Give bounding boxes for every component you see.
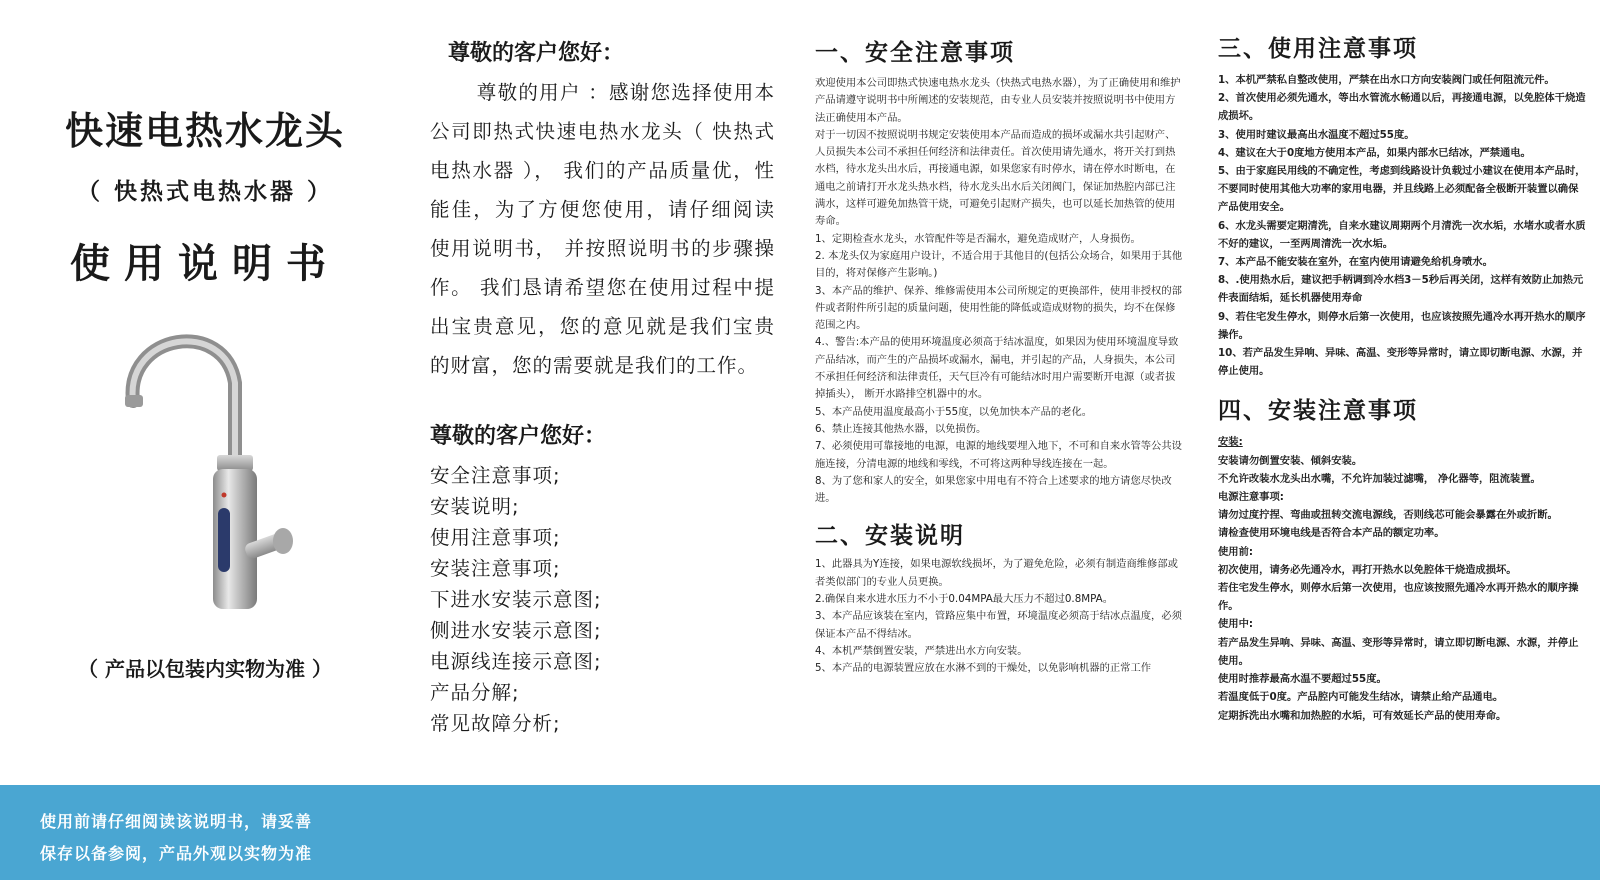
safety-paragraph: 1、定期检查水龙头，水管配件等是否漏水，避免造成财产，人身损伤。 [815, 232, 1141, 245]
greeting-heading: 尊敬的客户您好： [448, 41, 625, 66]
usage-title: 三、使用注意事项 [1218, 36, 1418, 62]
usage-paragraph: 10、若产品发生异响、异味、高温、变形等异常时，请立即切断电源、水源，并停止使用。 [1218, 347, 1583, 378]
usage-paragraph: 7、本产品不能安装在室外，在室内使用请避免给机身喷水。 [1218, 256, 1493, 269]
contents-item: 常见故障分析; [430, 712, 561, 735]
manual-title: 使用说明书 [70, 241, 340, 287]
install-notes-title: 四、安装注意事项 [1218, 398, 1418, 425]
footer-banner [0, 785, 1600, 880]
contents-item: 安装注意事项; [430, 557, 561, 580]
install-notes-text [1218, 433, 1586, 724]
install-notes-item: 不允许改装水龙头出水嘴，不允许加装过滤嘴， 净化器等，阻流装置。 [1218, 472, 1541, 485]
intro-paragraph: 尊敬的用户 ：感谢您选择使用本公司即热式快速电热水龙头（ 快热式电热水器 ）， 我们的产品质量优，性能佳，为了方便您使用，请仔细阅读使用说明书， 并按照说明书的步骤操作。 我们恳请希望您在使用过程中提出宝贵意见，您的意见就是我们宝贵的财富，您的需要就是我们的工作。 [430, 81, 775, 377]
welcome-column [430, 0, 775, 739]
install-notes-header: 电源注意事项: [1218, 491, 1284, 504]
installation-title: 二、安装说明 [815, 523, 965, 550]
installation-paragraph: 1、此器具为Y连接，如果电源软线损坏，为了避免危险，必须有制造商维修部或者类似部门的专业人员更换。 [815, 558, 1178, 588]
installation-text [815, 556, 1185, 677]
contents-item: 产品分解; [430, 681, 520, 704]
usage-paragraph: 6、水龙头需要定期清洗，自来水建议周期两个月清洗一次水垢，水堵水或者水质不好的建议，一至两周清洗一次水垢。 [1218, 219, 1586, 250]
install-notes-item: 请勿过度拧捏、弯曲或扭转交流电源线，否则线芯可能会暴露在外或折断。 [1218, 509, 1558, 522]
safety-paragraph: 2. 本龙头仅为家庭用户设计，不适合用于其他目的(包括公众场合，如果用于其他目的，将对保修产生影响。) [815, 249, 1183, 280]
contents-list [430, 460, 775, 739]
safety-paragraph: 对于一切因不按照说明书规定安装使用本产品而造成的损坏或漏水共引起财产、人员损失本公司不承担任何经济和法律责任。首次使用请先通水，将开关打到热水档，待水龙头出水后，再接通电源，如果您家有时停水，请在停水时断电，在通电之前请打开水龙头热水档，待水龙头出水后关闭阀门，保证加热腔内部已注满水，这样可避免加热管干烧，可避免引起财产损失，也可以延长加热管的使用寿命。 [815, 128, 1176, 228]
usage-paragraph: 4、建议在大于0度地方使用本产品，如果内部水已结冰，严禁通电。 [1218, 146, 1531, 159]
install-notes-header: 使用前: [1218, 545, 1254, 558]
safety-paragraph: 8、为了您和家人的安全，如果您家中用电有不符合上述要求的地方请您尽快改进。 [815, 474, 1172, 505]
install-notes-item: 若住宅发生停水，则停水后第一次使用，也应该按照先通冷水再开热水的顺序操作。 [1218, 582, 1579, 613]
usage-text [1218, 71, 1586, 380]
usage-paragraph: 5、由于家庭民用线的不确定性，考虑到线路设计负载过小建议在使用本产品时，不要同时使用其他大功率的家用电器，并且线路上必须配备全极断开装置以确保产品使用安全。 [1218, 165, 1586, 214]
install-notes-item: 若产品发生异响、异味、高温、变形等异常时，请立即切断电源、水源，并停止使用。 [1218, 636, 1579, 667]
usage-paragraph: 3、使用时建议最高出水温度不超过55度。 [1218, 128, 1415, 141]
safety-paragraph: 5、本产品使用温度最高小于55度，以免加快本产品的老化。 [815, 405, 1093, 418]
product-title: 快速电热水龙头 [64, 109, 345, 153]
install-notes-item: 安装请勿倒置安装、倾斜安装。 [1218, 454, 1363, 467]
usage-column [1218, 0, 1586, 725]
safety-text [815, 75, 1185, 507]
installation-paragraph: 3、本产品应该装在室内，管路应集中布置，环境温度必须高于结冰点温度，必须保证本产品不得结冰。 [815, 610, 1182, 640]
install-notes-header: 使用中: [1218, 618, 1254, 631]
install-notes-item: 若温度低于0度。产品腔内可能发生结冰，请禁止给产品通电。 [1218, 691, 1504, 704]
install-notes-item: 定期拆洗出水嘴和加热腔的水垢，可有效延长产品的使用寿命。 [1218, 709, 1507, 722]
installation-paragraph: 2.确保自来水进水压力不小于0.04MPA最大压力不超过0.8MPA。 [815, 593, 1114, 606]
contents-item: 侧进水安装示意图; [430, 619, 602, 642]
contents-item: 下进水安装示意图; [430, 588, 602, 611]
install-notes-item: 使用时推荐最高水温不要超过55度。 [1218, 673, 1387, 686]
greeting-heading-2: 尊敬的客户您好： [430, 424, 607, 449]
faucet-image [105, 323, 305, 613]
contents-item: 使用注意事项; [430, 526, 561, 549]
contents-item: 安全注意事项; [430, 464, 561, 487]
safety-column [815, 0, 1185, 678]
safety-paragraph: 3、本产品的维护、保养、维修需使用本公司所规定的更换部件，使用非授权的部件或者附件所引起的质量问题，使用性能的降低或造成财物的损失，均不在保修范围之内。 [815, 284, 1182, 332]
footer-line-2: 保存以备参阅，产品外观以实物为准 [40, 844, 313, 863]
cover-column [40, 0, 370, 682]
install-notes-header: 安装: [1218, 436, 1243, 449]
usage-paragraph: 9、若住宅发生停水，则停水后第一次使用，也应该按照先通冷水再开热水的顺序操作。 [1218, 310, 1586, 341]
safety-paragraph: 4.、警告:本产品的使用环境温度必须高于结冰温度，如果因为使用环境温度导致产品结冰，而产生的产品损坏或漏水，漏电，并引起的产品，人身损失，本公司不承担任何经济和法律责任，天气巨冷有可能结冰时用户需要断开电源（或者拔掉插头）， 断开水路排空机器中的水。 [815, 336, 1179, 401]
product-subtitle: （ 快热式电热水器 ） [76, 179, 333, 205]
safety-paragraph: 7、必须使用可靠接地的电源，电源的地线要埋入地下，不可和自来水管等公共设施连接，分清电源的地线和零线，不可将这两种导线连接在一起。 [815, 440, 1182, 470]
safety-title: 一、安全注意事项 [815, 40, 1015, 66]
product-note: （ 产品以包装内实物为准 ） [78, 657, 332, 681]
contents-item: 电源线连接示意图; [430, 650, 602, 673]
contents-item: 安装说明; [430, 495, 520, 518]
usage-paragraph: 1、本机严禁私自整改使用，严禁在出水口方向安装阀门或任何阻流元件。 [1218, 74, 1555, 86]
install-notes-item: 请检查使用环境电线是否符合本产品的额定功率。 [1218, 527, 1445, 540]
footer-line-1: 使用前请仔细阅读该说明书，请妥善 [40, 812, 313, 831]
installation-paragraph: 4、本机严禁倒置安装，严禁进出水方向安装。 [815, 644, 1028, 657]
safety-paragraph: 6、禁止连接其他热水器，以免损伤。 [815, 422, 987, 435]
usage-paragraph: 2、首次使用必须先通水，等出水管流水畅通以后，再接通电源，以免腔体干烧造成损坏。 [1218, 92, 1586, 123]
installation-paragraph: 5、本产品的电源装置应放在水淋不到的干燥处，以免影响机器的正常工作 [815, 662, 1152, 675]
install-notes-item: 初次使用，请务必先通冷水，再打开热水以免腔体干烧造成损坏。 [1218, 563, 1517, 576]
usage-paragraph: 8、.使用热水后，建议把手柄调到冷水档3－5秒后再关闭，这样有效防止加热元件表面结垢，延长机器使用寿命 [1218, 274, 1584, 305]
safety-paragraph: 欢迎使用本公司即热式快速电热水龙头（快热式电热水器），为了正确使用和维护产品请遵守说明书中所阐述的安装规范，由专业人员安装并按照说明书中使用方法正确使用本产品。 [815, 77, 1181, 124]
